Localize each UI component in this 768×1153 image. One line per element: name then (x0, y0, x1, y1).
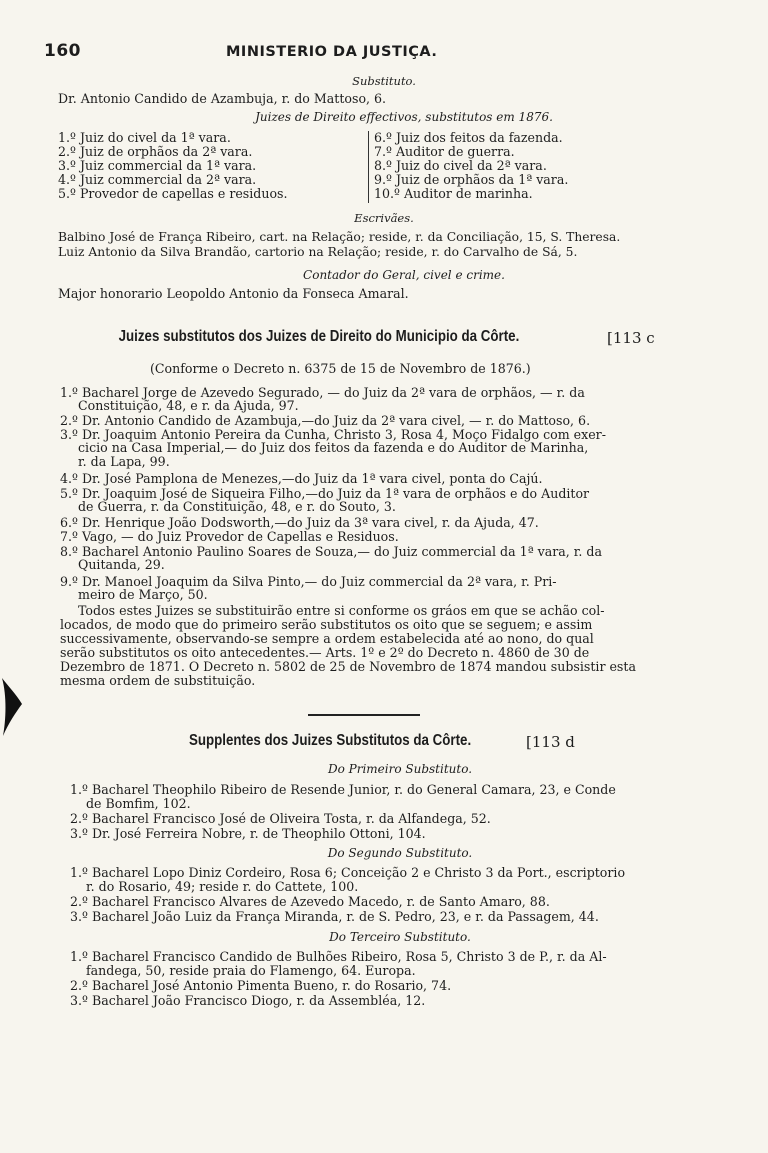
list-item: 4.º Dr. José Pamplona de Menezes,—do Juiz da 1ª vara civel, ponta do Cajú. (60, 471, 543, 486)
list-item: 5.º Dr. Joaquim José de Siqueira Filho,—do Juiz da 1ª vara de orphãos e do Auditor (60, 486, 590, 501)
substituto-line: Dr. Antonio Candido de Azambuja, r. do Mattoso, 6. (58, 91, 387, 106)
list-item: 3.º Dr. Joaquim Antonio Pereira da Cunha, Christo 3, Rosa 4, Moço Fidalgo com exer- (60, 427, 606, 442)
list-item: Constituição, 48, e r. da Ajuda, 97. (78, 398, 299, 413)
list-item: r. do Rosario, 49; reside r. do Cattete, 100. (86, 879, 359, 894)
list-item: 1.º Bacharel Lopo Diniz Cordeiro, Rosa 6; Conceição 2 e Christo 3 da Port., escriptorio (70, 865, 626, 880)
list-item: 3.º Bacharel João Francisco Diogo, r. da Assembléa, 12. (70, 993, 426, 1008)
contador-heading: Contador do Geral, civel e crime. (303, 268, 505, 282)
list-item: 5.º Provedor de capellas e residuos. (58, 186, 288, 201)
list-item: 2.º Bacharel José Antonio Pimenta Bueno, r. do Rosario, 74. (70, 978, 452, 993)
running-head: MINISTERIO DA JUSTIÇA. (226, 44, 438, 60)
list-item: 6.º Juiz dos feitos da fazenda. (374, 130, 563, 145)
list-item: 2.º Bacharel Francisco José de Oliveira Tosta, r. da Alfandega, 52. (70, 811, 491, 826)
list-item: 8.º Bacharel Antonio Paulino Soares de Souza,— do Juiz commercial da 1ª vara, r. da (60, 544, 602, 559)
paragraph-line: serão substitutos os oito antecedentes.— Arts. 1º e 2º do Decreto n. 4860 de 30 de (60, 645, 590, 660)
section1-title-wrap (86, 330, 626, 344)
escrivao-line: Luiz Antonio da Silva Brandão, cartorio na Relação; reside, r. do Carvalho de Sá, 5. (58, 245, 578, 259)
list-item: 6.º Dr. Henrique João Dodsworth,—do Juiz da 3ª vara civel, r. da Ajuda, 47. (60, 515, 539, 530)
list-item: 8.º Juiz do civel da 2ª vara. (374, 158, 547, 173)
ink-blot-mark (0, 676, 24, 738)
list-item: de Bomfim, 102. (86, 796, 191, 811)
list-item: fandega, 50, reside praia do Flamengo, 64. Europa. (86, 963, 416, 978)
list-item: 2.º Juiz de orphãos da 2ª vara. (58, 144, 253, 159)
juizes-subheading: Juizes de Direito effectivos, substitutos em 1876. (255, 110, 553, 124)
list-item: 9.º Juiz de orphãos da 1ª vara. (374, 172, 569, 187)
list-item: 1.º Bacharel Theophilo Ribeiro de Resende Junior, r. do General Camara, 23, e Conde (70, 782, 616, 797)
list-item: 7.º Auditor de guerra. (374, 144, 515, 159)
list-item: r. da Lapa, 99. (78, 454, 170, 469)
sub-heading-terceiro: Do Terceiro Substituto. (329, 930, 471, 944)
section2-title-wrap (166, 734, 546, 748)
list-item: de Guerra, r. da Constituição, 48, e r. do Souto, 3. (78, 499, 396, 514)
paragraph-line: mesma ordem de substituição. (60, 673, 256, 688)
section1-title: Juizes substitutos dos Juizes de Direito do Municipio da Côrte. (118, 328, 520, 345)
list-item: 10.º Auditor de marinha. (374, 186, 533, 201)
paragraph-line: Dezembro de 1871. O Decreto n. 5802 de 25 de Novembro de 1874 mandou subsistir esta (60, 659, 636, 674)
list-item: 3.º Juiz commercial da 1ª vara. (58, 158, 257, 173)
page-number: 160 (44, 41, 81, 61)
list-item: Quitanda, 29. (78, 557, 165, 572)
paragraph-line: successivamente, observando-se sempre a ordem estabelecida até ao nono, do qual (60, 631, 594, 646)
paragraph-line: locados, de modo que do primeiro serão substitutos os oito que se seguem; e assim (60, 617, 593, 632)
section-divider (308, 714, 420, 716)
section2-title: Supplentes dos Juizes Substitutos da Côrte. (188, 732, 472, 749)
list-item: meiro de Março, 50. (78, 587, 208, 602)
section2-ref: [113 d (526, 733, 575, 751)
substituto-heading: Substituto. (352, 74, 416, 88)
list-item: 1.º Bacharel Jorge de Azevedo Segurado, — do Juiz da 2ª vara de orphãos, — r. da (60, 385, 585, 400)
escrivaes-heading: Escrivães. (354, 211, 414, 225)
list-item: 2.º Dr. Antonio Candido de Azambuja,—do Juiz da 2ª vara civel, — r. do Mattoso, 6. (60, 413, 591, 428)
contador-line: Major honorario Leopoldo Antonio da Fonseca Amaral. (58, 286, 409, 301)
section1-note: (Conforme o Decreto n. 6375 de 15 de Novembro de 1876.) (150, 361, 531, 376)
paragraph-line: Todos estes Juizes se substituirão entre si conforme os gráos em que se achão col- (78, 603, 605, 618)
list-item: 2.º Bacharel Francisco Alvares de Azevedo Macedo, r. de Santo Amaro, 88. (70, 894, 550, 909)
escrivao-line: Balbino José de França Ribeiro, cart. na Relação; reside, r. da Conciliação, 15, S. Theresa. (58, 230, 621, 244)
list-item: 7.º Vago, — do Juiz Provedor de Capellas e Residuos. (60, 529, 399, 544)
list-item: 1.º Bacharel Francisco Candido de Bulhões Ribeiro, Rosa 5, Christo 3 de P., r. da Al- (70, 949, 607, 964)
section1-ref: [113 c (607, 329, 655, 347)
column-divider (368, 131, 369, 203)
list-item: 1.º Juiz do civel da 1ª vara. (58, 130, 231, 145)
list-item: 3.º Dr. José Ferreira Nobre, r. de Theophilo Ottoni, 104. (70, 826, 426, 841)
list-item: cicio na Casa Imperial,— do Juiz dos feitos da fazenda e do Auditor de Marinha, (78, 440, 589, 455)
sub-heading-segundo: Do Segundo Substituto. (327, 846, 473, 860)
list-item: 3.º Bacharel João Luiz da França Miranda, r. de S. Pedro, 23, e r. da Passagem, 44. (70, 909, 599, 924)
sub-heading-primeiro: Do Primeiro Substituto. (327, 762, 473, 776)
list-item: 9.º Dr. Manoel Joaquim da Silva Pinto,— do Juiz commercial da 2ª vara, r. Pri- (60, 574, 557, 589)
list-item: 4.º Juiz commercial da 2ª vara. (58, 172, 257, 187)
